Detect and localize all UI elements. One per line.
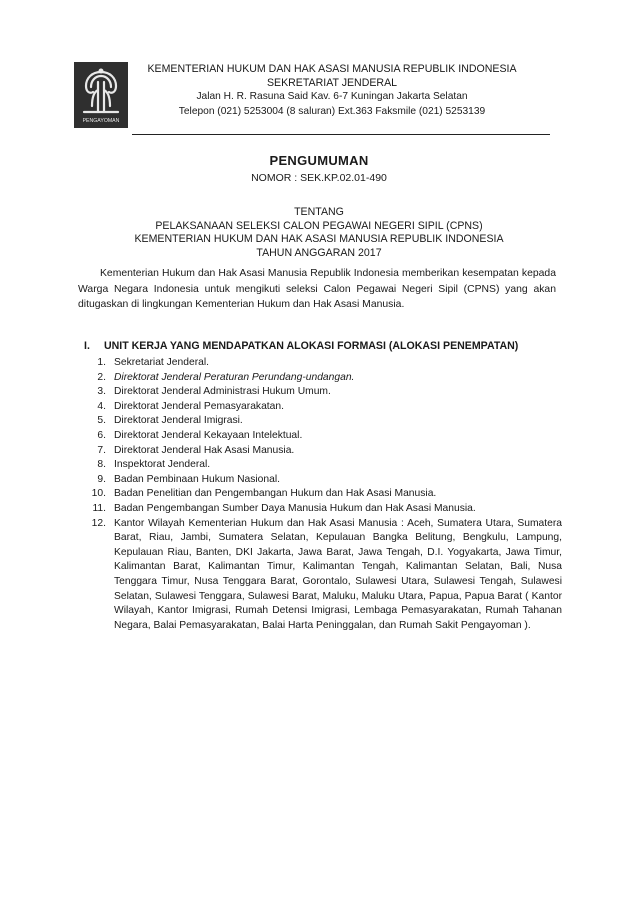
announcement-title-block [0,153,638,184]
letterhead-divider [132,134,550,135]
list-item-number: 9. [97,473,106,485]
list-item-text: Sekretariat Jenderal. [114,357,210,368]
list-item-number: 12. [91,517,106,529]
list-item [84,414,562,429]
list-item-number: 6. [97,429,106,441]
intro-text: Kementerian Hukum dan Hak Asasi Manusia Republik Indonesia memberikan kesempatan kepada Warga Negara Indonesia untuk mengikuti seleksi Calon Pegawai Negeri Sipil (CPNS) yang akan ditugaskan di lingkungan Kementerian Hukum dan Hak Asasi Manusia. [78,268,556,311]
list-item-text: Inspektorat Jenderal. [114,459,211,471]
phone-fax: Telepon (021) 5253004 (8 saluran) Ext.363 Faksmile (021) 5253139 [178,105,486,117]
list-item-number: 2. [97,371,106,383]
list-item [84,371,562,386]
list-item [84,385,562,400]
announcement-heading: PENGUMUMAN [269,153,369,168]
ministry-name: KEMENTERIAN HUKUM DAN HAK ASASI MANUSIA REPUBLIK INDONESIA [147,63,517,75]
list-item-number: 1. [97,357,106,368]
list-item-text: Direktorat Jenderal Kekayaan Intelektual. [114,429,303,441]
section-heading [84,340,564,352]
list-item-text: Badan Pembinaan Hukum Nasional. [114,473,280,485]
subject-block [0,206,638,260]
subject-line-2: KEMENTERIAN HUKUM DAN HAK ASASI MANUSIA REPUBLIK INDONESIA [134,233,504,246]
list-item-number: 7. [97,444,106,456]
list-item-number: 8. [97,459,106,471]
unit-name: SEKRETARIAT JENDERAL [266,77,398,90]
list-item-number: 3. [97,386,106,398]
logo-caption: PENGAYOMAN [82,118,120,124]
list-item [84,444,562,459]
list-item-text: Direktorat Jenderal Pemasyarakatan. [114,400,284,412]
list-item [84,400,562,415]
list-item-number: 11. [92,502,106,514]
list-item-text: Direktorat Jenderal Administrasi Hukum Umum. [114,386,331,398]
list-item-text: Direktorat Jenderal Imigrasi. [114,415,243,427]
address: Jalan H. R. Rasuna Said Kav. 6-7 Kuningan Jakarta Selatan [196,91,468,103]
list-item-text: Kantor Wilayah Kementerian Hukum dan Hak Asasi Manusia : Aceh, Sumatera Utara, Sumatera Barat, Riau, Jambi, Sumatera Selatan, Kepulauan Bangka Belitung, Bengkulu, Lampung, Kepulauan Riau, Banten, DKI Jakarta, Jawa Barat, Jawa Tengah, D.I. Yogyakarta, Jawa Timur, Kalimantan Barat, Kalimantan Timur, Kalimantan Tengah, Kalimantan Selatan, Bali, Nusa Tenggara Timur, Nusa Tenggara Barat, Gorontalo, Sulawesi Utara, Sulawesi Tengah, Sulawesi Selatan, Sulawesi Tenggara, Sulawesi Barat, Maluku, Maluku Utara, Papua, Papua Barat ( Kantor Wilayah, Kantor Imigrasi, Rumah Detensi Imigrasi, Lembaga Pemasyarakatan, Rumah Tahanan Negara, Balai Pemasyarakatan, Balai Harta Peninggalan, dan Rumah Sakit Pengayoman ). [114,517,562,631]
subject-label: TENTANG [294,206,344,218]
unit-list [84,356,562,633]
announcement-number: NOMOR : SEK.KP.02.01-490 [251,172,387,184]
pengayoman-logo-icon [74,62,128,128]
list-item-text: Direktorat Jenderal Hak Asasi Manusia. [114,444,295,456]
list-item-number: 4. [97,400,106,412]
intro-paragraph [78,266,556,313]
list-item [84,429,562,444]
list-item [84,473,562,488]
list-item-text: Badan Pengembangan Sumber Daya Manusia Hukum dan Hak Asasi Manusia. [114,502,476,514]
list-item [84,356,562,371]
section-number: I. [84,340,90,352]
subject-line-3: TAHUN ANGGARAN 2017 [256,246,382,259]
list-item-text: Direktorat Jenderal Peraturan Perundang-undangan. [114,371,355,383]
list-item [84,487,562,502]
list-item [84,458,562,473]
letterhead [132,62,532,119]
list-item-text: Badan Penelitian dan Pengembangan Hukum dan Hak Asasi Manusia. [114,488,437,500]
list-item-number: 10. [91,488,106,500]
list-item [84,502,562,517]
list-item-number: 5. [97,415,106,427]
section-title: UNIT KERJA YANG MENDAPATKAN ALOKASI FORMASI (ALOKASI PENEMPATAN) [104,340,519,352]
subject-line-1: PELAKSANAAN SELEKSI CALON PEGAWAI NEGERI SIPIL (CPNS) [155,219,483,232]
list-item [84,517,562,634]
